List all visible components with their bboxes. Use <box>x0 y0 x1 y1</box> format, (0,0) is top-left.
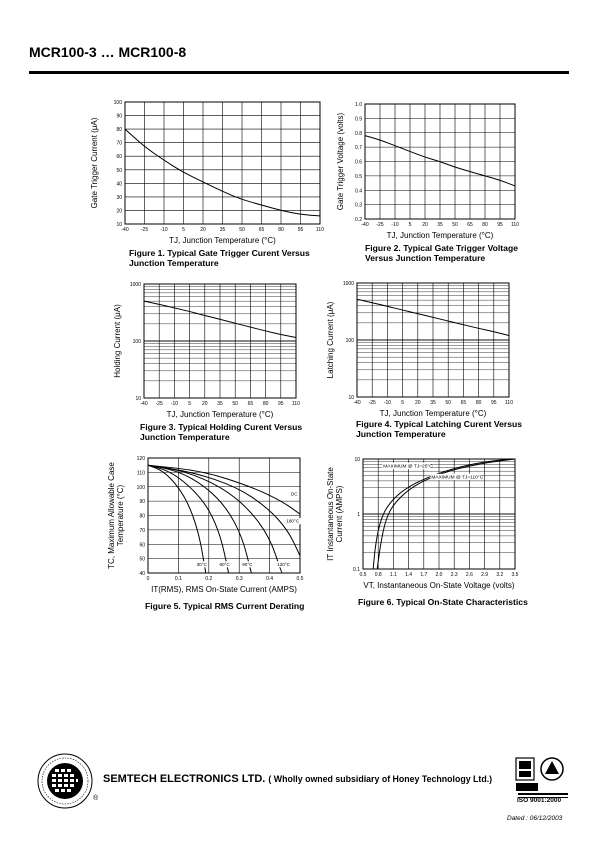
x-tick-label: 1.4 <box>405 572 413 578</box>
semtech-logo <box>36 752 94 810</box>
x-tick-label: 50 <box>445 400 451 406</box>
x-tick-label: 20 <box>415 400 421 406</box>
x-tick-label: 95 <box>297 227 304 233</box>
y-tick-label: 0.7 <box>355 145 362 152</box>
x-tick-label: 35 <box>219 227 226 233</box>
x-tick-label: 5 <box>188 401 191 407</box>
company-name <box>103 773 492 785</box>
figure-2-chart <box>335 96 535 246</box>
figure-6-caption: Figure 6. Typical On-State Characteristics <box>358 597 528 607</box>
y-tick-label: 0.1 <box>353 567 360 573</box>
y-tick-label: 40 <box>116 181 122 188</box>
y-tick-label: 10 <box>116 222 122 228</box>
x-tick-label: 80 <box>278 227 284 233</box>
y-tick-label: 0.8 <box>355 130 362 137</box>
figure-3-chart <box>112 278 322 428</box>
x-tick-label: 110 <box>511 222 519 228</box>
y-tick-label: 60 <box>139 542 145 549</box>
x-tick-label: 50 <box>239 227 245 233</box>
company-subsidiary: ( Wholly owned subsidiary of Honey Technology Ltd.) <box>268 774 493 784</box>
x-axis-label: TJ, Junction Temperature (°C) <box>166 410 274 419</box>
y-tick-label: 0.5 <box>355 173 362 180</box>
series-label: 180°C <box>286 518 300 524</box>
y-tick-label: 10 <box>354 457 360 463</box>
y-tick-label: 30 <box>116 194 122 201</box>
x-tick-label: 2.0 <box>435 572 443 578</box>
x-tick-label: 65 <box>258 227 265 233</box>
figure-1-caption: Figure 1. Typical Gate Trigger Curent Versus Junction Temperature <box>129 248 310 268</box>
series-label: 90°C <box>242 561 253 567</box>
x-tick-label: 95 <box>491 400 497 406</box>
x-tick-label: 35 <box>430 400 436 406</box>
x-tick-label: -40 <box>121 227 129 233</box>
x-tick-label: 35 <box>217 401 223 407</box>
grid <box>357 283 509 397</box>
figure-3-caption: Figure 3. Typical Holding Curent Versus Junction Temperature <box>140 422 303 442</box>
y-axis-label: Current (AMPS) <box>335 485 344 543</box>
x-axis-label: TJ, Junction Temperature (°C) <box>386 231 494 240</box>
y-axis-label: Holding Current (μA) <box>113 304 122 378</box>
x-tick-label: 0.3 <box>235 576 243 582</box>
x-tick-label: -40 <box>361 222 369 228</box>
x-tick-label: 3.5 <box>511 572 519 578</box>
x-tick-label: 2.3 <box>450 572 458 578</box>
x-tick-label: 2.6 <box>465 572 473 578</box>
y-tick-label: 120 <box>136 456 145 462</box>
x-tick-label: 5 <box>401 400 404 406</box>
x-tick-label: 0.4 <box>266 576 274 582</box>
y-tick-label: 60 <box>116 154 122 161</box>
x-tick-label: -25 <box>140 227 149 233</box>
y-tick-label: 10 <box>348 395 354 401</box>
y-tick-label: 100 <box>345 338 354 344</box>
y-tick-label: 70 <box>116 140 122 147</box>
x-tick-label: 5 <box>408 222 412 228</box>
y-axis-label: Temperature (°C) <box>116 484 125 547</box>
series-label: 120°C <box>277 561 291 567</box>
x-axis-label: VT, Instantaneous On-State Voltage (volts) <box>363 581 515 590</box>
x-tick-label: 80 <box>482 222 488 228</box>
y-tick-label: 100 <box>132 339 141 345</box>
x-axis-label: TJ, Junction Temperature (°C) <box>169 236 276 245</box>
x-tick-label: 2.9 <box>481 572 489 578</box>
figure-5-caption: Figure 5. Typical RMS Current Derating <box>145 601 305 611</box>
x-tick-label: 110 <box>505 400 513 406</box>
y-tick-label: 110 <box>137 470 145 477</box>
y-tick-label: 50 <box>139 556 145 563</box>
y-tick-label: 100 <box>113 100 122 106</box>
y-axis-label: Gate Trigger Voltage (volts) <box>336 112 345 211</box>
y-tick-label: 1 <box>357 512 360 518</box>
y-tick-label: 20 <box>116 208 122 215</box>
figure-5-chart <box>107 452 325 602</box>
y-tick-label: 1.0 <box>355 102 362 108</box>
figure-1-chart <box>88 96 338 251</box>
x-tick-label: 65 <box>460 400 467 406</box>
series-label: 60°C <box>219 561 230 567</box>
x-tick-label: -10 <box>383 400 392 406</box>
x-tick-label: -10 <box>170 401 179 407</box>
y-tick-label: 80 <box>139 513 145 520</box>
y-tick-label: 40 <box>139 571 145 577</box>
y-axis-label: Latching Current (μA) <box>326 301 335 379</box>
x-tick-label: 0.5 <box>296 576 304 582</box>
figure-6-chart <box>328 453 543 598</box>
registered-mark: ® <box>93 795 99 802</box>
y-tick-label: 0.3 <box>355 202 362 209</box>
y-tick-label: 90 <box>139 499 145 506</box>
x-tick-label: 65 <box>247 401 254 407</box>
x-tick-label: 110 <box>316 227 324 233</box>
x-axis-label: TJ, Junction Temperature (°C) <box>379 409 487 418</box>
x-tick-label: 80 <box>262 401 269 407</box>
grid <box>148 458 300 573</box>
x-tick-label: 0.1 <box>174 576 182 582</box>
x-tick-label: -40 <box>140 401 148 407</box>
y-tick-label: 50 <box>116 167 122 174</box>
company-title: SEMTECH ELECTRONICS LTD. <box>103 773 266 785</box>
x-tick-label: 20 <box>202 401 208 407</box>
dated-text: Dated : 06/12/2003 <box>507 815 563 822</box>
x-axis-label: IT(RMS), RMS On-State Current (AMPS) <box>151 585 297 594</box>
series-label: DC <box>290 491 298 497</box>
x-tick-label: -40 <box>353 400 361 406</box>
x-tick-label: 50 <box>232 401 238 407</box>
y-tick-label: 0.6 <box>355 159 362 166</box>
y-tick-label: 80 <box>116 127 122 134</box>
header-rule <box>29 71 569 74</box>
x-tick-label: 35 <box>437 222 443 228</box>
x-tick-label: 95 <box>497 222 503 228</box>
y-axis-label: TC, Maximum Allowable Case <box>107 462 116 569</box>
x-tick-label: 0 <box>146 576 150 582</box>
x-tick-label: 0.5 <box>359 572 367 578</box>
y-axis-label: Gate Trigger Current (μA) <box>90 117 99 209</box>
series-label: MAXIMUM @ TJ=110°C <box>431 475 484 481</box>
x-tick-label: 0.8 <box>374 572 382 578</box>
x-tick-label: 5 <box>182 227 185 233</box>
x-tick-label: 50 <box>452 222 458 228</box>
x-tick-label: 0.2 <box>205 576 213 582</box>
x-tick-label: -25 <box>376 222 384 228</box>
x-tick-label: 1.1 <box>389 572 397 578</box>
grid <box>125 102 320 224</box>
series-label: MAXIMUM @ TJ=25°C <box>383 464 433 470</box>
figure-4-caption: Figure 4. Typical Latching Curent Versus Junction Temperature <box>356 419 523 439</box>
series-label: 30°C <box>196 561 207 567</box>
y-tick-label: 0.4 <box>355 188 362 195</box>
figure-2-caption: Figure 2. Typical Gate Trigger Voltage Versus Junction Temperature <box>365 243 518 263</box>
x-tick-label: 110 <box>292 401 300 407</box>
y-tick-label: 0.9 <box>355 116 362 123</box>
iso-certification: ISO 9001:2000 <box>517 797 562 804</box>
grid <box>144 284 296 398</box>
x-tick-label: -25 <box>155 401 163 407</box>
x-tick-label: -10 <box>160 227 168 233</box>
x-tick-label: 20 <box>422 222 428 228</box>
y-tick-label: 0.2 <box>355 217 362 223</box>
y-tick-label: 90 <box>116 113 122 120</box>
y-tick-label: 10 <box>135 396 141 402</box>
x-tick-label: 95 <box>278 401 284 407</box>
x-tick-label: 20 <box>200 227 206 233</box>
y-tick-label: 1000 <box>342 281 354 287</box>
x-tick-label: -10 <box>391 222 399 228</box>
series-line-3 <box>148 465 282 573</box>
series-line-1 <box>148 465 229 573</box>
x-tick-label: 65 <box>467 222 473 228</box>
y-axis-label: IT Instantaneous On-State <box>326 467 335 561</box>
x-tick-label: -25 <box>368 400 376 406</box>
figure-4-chart <box>327 276 537 426</box>
x-tick-label: 1.7 <box>420 572 428 578</box>
y-tick-label: 70 <box>139 527 145 534</box>
y-tick-label: 1000 <box>129 282 141 288</box>
x-tick-label: 3.2 <box>496 572 504 578</box>
page-title: MCR100-3 … MCR100-8 <box>29 44 187 60</box>
y-tick-label: 100 <box>136 484 145 491</box>
x-tick-label: 80 <box>475 400 482 406</box>
